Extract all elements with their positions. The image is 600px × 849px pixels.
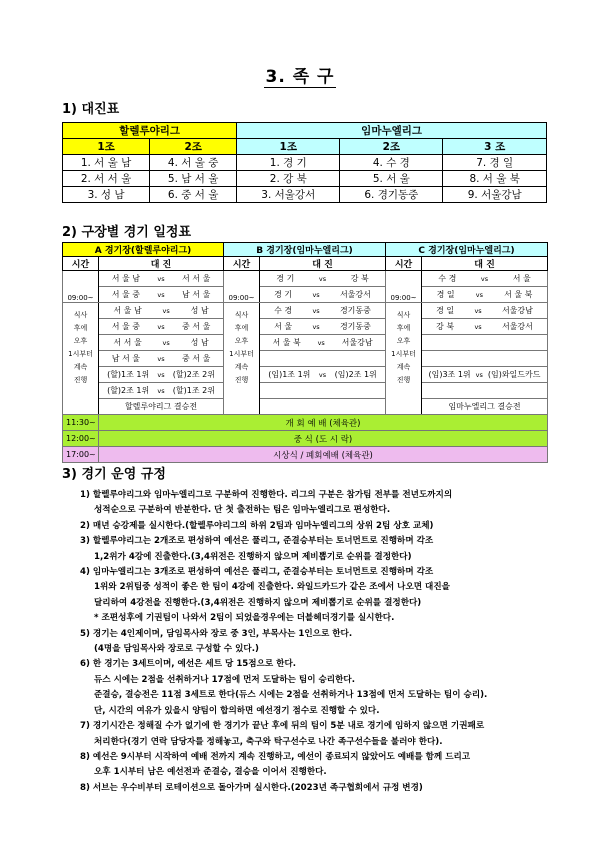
after-lunch-note: 식사 후에 오후 1시부터 계속 진행 (224, 303, 260, 415)
empty-cell (422, 335, 548, 351)
time-header: 시간 (386, 257, 422, 271)
match-cell: 수 경 vs 서 울 (422, 271, 548, 287)
event-time: 17:00~ (63, 447, 99, 463)
team-cell: 3. 서울강서 (237, 187, 340, 203)
match-cell: (할)1조 1위 vs (할)2조 2위 (99, 367, 224, 383)
match-cell: 강 북 vs 서울강서 (422, 319, 548, 335)
event-time: 11:30~ (63, 415, 99, 431)
team-cell: 9. 서울강남 (443, 187, 547, 203)
match-cell: 수 경 vs 경기동중 (260, 303, 386, 319)
match-header: 대 진 (260, 257, 386, 271)
rule-line: (4명을 담임목사와 장로로 구성할 수 있다.) (94, 644, 259, 655)
section-rules-title: 3) 경기 운영 규정 (62, 467, 166, 482)
team-cell: 6. 경기동중 (340, 187, 443, 203)
match-cell: 서 울 남 vs 성 남 (99, 303, 224, 319)
time-cell: 09:00~ (224, 271, 260, 303)
time-cell: 09:00~ (386, 271, 422, 303)
match-cell: (할)2조 1위 vs (할)1조 2위 (99, 383, 224, 399)
team-cell: 5. 서 울 (340, 171, 443, 187)
rule-line: 1) 할렐루야리그와 임마누엘리그로 구분하여 진행한다. 리그의 구분은 참가팀 전부를 전년도까지의 (80, 490, 453, 500)
event-opening-worship: 개 회 예 배 (체육관) (99, 415, 548, 431)
time-header: 시간 (63, 257, 99, 271)
team-cell: 2. 강 북 (237, 171, 340, 187)
rule-line: 6) 한 경기는 3세트이며, 예선은 세트 당 15점으로 한다. (80, 659, 297, 670)
match-cell: 서 울 중 vs 중 서 울 (99, 319, 224, 335)
team-cell: 5. 남 서 울 (150, 171, 237, 187)
empty-cell (260, 399, 386, 415)
match-cell: 경 기 vs 강 북 (260, 271, 386, 287)
league-halleluiah: 할렐루야리그 (63, 123, 237, 139)
match-cell: 서 울 vs 경기동중 (260, 319, 386, 335)
event-closing: 시상식 / 폐회예배 (체육관) (99, 447, 548, 463)
empty-cell (260, 383, 386, 399)
match-cell: (임)1조 1위 vs (임)2조 1위 (260, 367, 386, 383)
team-cell: 3. 성 남 (63, 187, 150, 203)
rule-line: 1위와 2위팀중 성적이 좋은 한 팀이 4강에 진출한다. 와일드카드가 같은 조에서 나오면 대진을 (94, 582, 450, 593)
team-cell: 6. 중 서 울 (150, 187, 237, 203)
match-cell: 서 울 중 vs 남 서 울 (99, 287, 224, 303)
section-schedule-title: 2) 구장별 경기 일정표 (62, 225, 192, 240)
match-header: 대 진 (99, 257, 224, 271)
empty-cell (260, 351, 386, 367)
rule-line: 달리하여 4강전을 진행한다.(3,4위전은 진행하지 않으며 제비뽑기로 순위를 결정한다) (94, 597, 422, 608)
rule-line: 처리한다(경기 연락 담당자를 정해놓고, 축구와 탁구선수로 나간 족구선수들을 불러야 한다). (94, 736, 443, 747)
team-cell: 4. 수 경 (340, 155, 443, 171)
match-header: 대 진 (422, 257, 548, 271)
section-bracket-title: 1) 대진표 (62, 102, 120, 117)
team-cell: 4. 서 울 중 (150, 155, 237, 171)
match-cell: 경 기 vs 서울강서 (260, 287, 386, 303)
rule-line: 5) 경기는 4인제이며, 담임목사와 장로 중 3인, 부목사는 1인으로 한다. (80, 628, 353, 639)
team-cell: 8. 서 울 북 (443, 171, 547, 187)
rule-line: 준결승, 결승전은 11점 3세트로 한다(듀스 시에는 2점을 선취하거나 13점에 먼저 도달하는 팀이 승리). (94, 690, 488, 701)
event-time: 12:00~ (63, 431, 99, 447)
match-cell: 서 울 북 vs 서울강남 (260, 335, 386, 351)
group-header: 1조 (237, 139, 340, 155)
bracket-row (63, 155, 547, 171)
rule-line: 단, 시간의 여유가 있을시 양팀이 합의하면 예선경기 점수로 진행할 수 있다. (94, 705, 380, 716)
rule-line: 오후 1시부터 남은 예선전과 준결승, 결승을 이어서 진행한다. (94, 767, 327, 778)
match-cell: 경 일 vs 서 울 북 (422, 287, 548, 303)
time-header: 시간 (224, 257, 260, 271)
after-lunch-note: 식사 후에 오후 1시부터 계속 진행 (63, 303, 99, 415)
bracket-row (63, 171, 547, 187)
empty-cell (422, 351, 548, 367)
rule-line: 4) 임마누엘리그는 3개조로 편성하여 예선은 풀리그, 준결승부터는 토너먼트로 진행하며 각조 (80, 567, 434, 578)
bracket-row (63, 187, 547, 203)
match-cell: (임)3조 1위 vs (임)와일드카드 (422, 367, 548, 383)
match-cell: 서 서 울 vs 성 남 (99, 335, 224, 351)
group-header: 1조 (63, 139, 150, 155)
rule-line: 8) 예선은 9시부터 시작하여 예배 전까지 계속 진행하고, 예선이 종료되지 않았어도 예배를 함께 드리고 (80, 751, 471, 762)
rule-line: 8) 서브는 우수비부터 로테이션으로 돌아가며 실시한다.(2023년 족구협회에서 규정 변경) (80, 782, 423, 793)
match-cell: 남 서 울 vs 중 서 울 (99, 351, 224, 367)
time-cell: 09:00~ (63, 271, 99, 303)
bracket-table (62, 122, 547, 203)
team-cell: 1. 경 기 (237, 155, 340, 171)
page-title: 3. 족 구 (265, 67, 335, 87)
rule-line: 2) 매년 승강제를 실시한다.(할렐루야리그의 하위 2팀과 임마누엘리그의 상위 2팀 상호 교체) (80, 520, 434, 531)
final-cell: 임마누엘리그 결승전 (422, 399, 548, 415)
rules-list (80, 488, 550, 796)
rule-line: 성적순으로 구분하여 반분한다. 단 첫 출전하는 팀은 임마누엘리그로 편성한다. (94, 505, 391, 516)
after-lunch-note: 식사 후에 오후 1시부터 계속 진행 (386, 303, 422, 415)
league-immanuel: 임마누엘리그 (237, 123, 547, 139)
rule-line: 7) 경기시간은 정해질 수가 없기에 한 경기가 끝난 후에 뒤의 팀이 5분 내로 경기에 임하지 않으면 기권패로 (80, 721, 485, 732)
group-header: 3 조 (443, 139, 547, 155)
group-header: 2조 (150, 139, 237, 155)
schedule-table (62, 242, 548, 463)
empty-cell (422, 383, 548, 399)
rule-line: 1,2위가 4강에 진출한다.(3,4위전은 진행하지 않으며 제비뽑기로 순위를 결정한다) (94, 551, 412, 562)
field-b-header: B 경기장(임마누엘리그) (224, 243, 386, 257)
event-lunch: 중 식 (도 시 락) (99, 431, 548, 447)
match-cell: 경 일 vs 서울강남 (422, 303, 548, 319)
group-header: 2조 (340, 139, 443, 155)
team-cell: 2. 서 서 울 (63, 171, 150, 187)
rule-line: * 조편성후에 기권팀이 나와서 2팀이 되었을경우에는 더블헤더경기를 실시한다. (94, 613, 395, 624)
match-cell: 서 울 남 vs 서 서 울 (99, 271, 224, 287)
field-a-header: A 경기장(할렐루야리그) (63, 243, 224, 257)
team-cell: 7. 경 일 (443, 155, 547, 171)
team-cell: 1. 서 울 남 (63, 155, 150, 171)
final-cell: 할렐루야리그 결승전 (99, 399, 224, 415)
rule-line: 3) 할렐루야리그는 2개조로 편성하여 예선은 풀리그, 준결승부터는 토너먼트로 진행하며 각조 (80, 536, 434, 547)
field-c-header: C 경기장(임마누엘리그) (386, 243, 548, 257)
rule-line: 듀스 시에는 2점을 선취하거나 17점에 먼저 도달하는 팀이 승리한다. (94, 674, 355, 685)
